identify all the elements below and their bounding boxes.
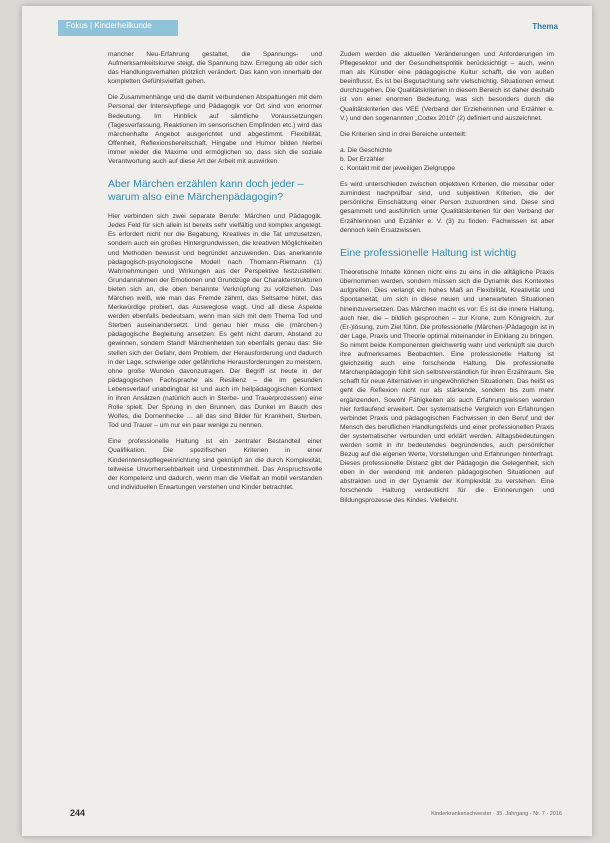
paragraph: Hier verbinden sich zwei separate Berufe: Märchen und Pädagogik. Jedes Feld für sich allein ist bereits sehr vielfältig und komplex angelegt. Es erfordert nicht nur die Begabung, Kreatives in die Tat umzusetzen, sondern auch ein großes Hintergrundwissen, die kreativen Möglichkeiten und Methoden bewusst und begründet anzuwenden. Das anerkannte pädagogisch-psychologische Modell nach Thomann-Riemann (1) Wahrnehmungen und Wirkungen aus der Perspektive festzustellen: Grundannahmen der Emotionen und Grundzüge der Charakterstrukturen bieten sich an, die oben benannte Verknüpfung zu vollziehen. Das Märchen weiß, wie man das Fremde zähmt, das Seltsame hütet, das Merkwürdige probiert, das Ausweglose wagt. Und all diese Aspekte werden ebenfalls bedeutsam, wenn man sich mit dem Thema Tod und Sterben auseinandersetzt. Und genau hier muss die (märchen-) pädagogische Begleitung ansetzen: Es geht nicht darum, Abstand zu gewinnen, sondern Stand! Märchenhelden tun ebenfalls genau das: Sie stellen sich der Gefahr, dem Problem, der Herausforderung und dadurch in der Lage, schwierige oder gefährliche Herausforderungen zu meistern, ohne große Wunden davonzutragen. Der Begriff ist heute in der pädagogischen Fachsprache als Resilienz – die im gesunden Lebensverlauf unabdingbar ist und auch im heilpädagogischen Kontext in ihren Ansätzen (natürlich auch in Sterbe- und Trauerprozessen) eine Rolle spielt. Der Sprung in den Brunnen, das Dunkel im Bauch des Wolfes, die Dornenhecke … all das sind Bilder für Krankheit, Sterben, Tod und Trauer – um nur ein paar wenige zu nennen. bbox=[108, 213, 322, 430]
topic-tag: Thema bbox=[532, 22, 558, 31]
section-heading: Eine professionelle Haltung ist wichtig bbox=[340, 246, 517, 259]
page-number: 244 bbox=[70, 808, 86, 818]
section-heading: Aber Märchen erzählen kann doch jeder – warum also eine Märchenpädagogin? bbox=[108, 178, 304, 203]
left-column bbox=[108, 50, 322, 499]
paragraph: Eine professionelle Haltung ist ein zentraler Bestandteil einer Qualifikation. Die spezifischen Kriterien in einer Kinderintensivpflegeeinrichtung sind geknüpft an die durch Komplexität, teilweise Unvorhersehbarkeit und Unbestimmtheit. Das Anspruchsvolle der Kompetenz und dadurch, wenn man die Vielfalt an mobil verstanden und individuellen Erwartungen verstehen und Kinder betrachtet. bbox=[108, 438, 322, 491]
paragraph: Es wird unterschieden zwischen objektiven Kriterien, die messbar oder zumindest nachprüfbar sind, und subjektiven Kriterien, die der persönliche Einschätzung einer Person zuzuordnen sind. Diese sind gesammelt und ausführlich unter Qualitätskriterien für den Verband der Erzählerinnen und Erzähler e. V. (3) zu finden. Fachwissen ist aber dennoch kein Ersatzwissen. bbox=[340, 181, 554, 234]
paragraph: mancher Neu-Erfahrung gestaltet, die Spannungs- und Aufmerksamkeitskurve steigt, die Spannung bzw. Erregung ab oder sich das Handlungsverhalten plötzlich verändert. Das kann von innerhalb der kompletten Gefühlsvielfalt gehen. bbox=[108, 51, 322, 86]
list-item: b. Der Erzähler bbox=[340, 155, 385, 163]
right-column bbox=[340, 50, 554, 512]
paragraph: Die Kriterien sind in drei Bereiche unterteilt: bbox=[340, 130, 467, 138]
section-header-bar bbox=[58, 20, 178, 36]
list-item: a. Die Geschichte bbox=[340, 146, 393, 154]
paragraph: Zudem werden die aktuellen Veränderungen und Anforderungen im Pflegesektor und der Gesundheitspolitik berücksichtigt – auch, wenn man als Künstler eine pädagogische Kultur schafft, die von außen beeinflusst. Es ist bei Begutachtung sehr vielschichtig. Situationen erneut durchzugehen, Die Qualitätskriterien in diesem Bereich ist daher deshalb ist von einer enormen Bedeutung, was sich besonders durch die Qualitätskriterien des VEE (Verband der Erzieherinnen und Erzähler e. V.) und den sogenannten „Codex 2010“ (2) definiert und auszeichnet. bbox=[340, 51, 554, 122]
criteria-list bbox=[340, 146, 554, 173]
paragraph: Die Zusammenhänge und die damit verbundenen Abspaltungen mit dem Personal der Intensivpflege und Pädagogik vor Ort sind von enormer Bedeutung. Im Hinblick auf sämtliche Voraussetzungen (Tagesverfassung, Reaktionen im sensorischen Empfinden etc.) wird das märchenhafte Angebot ausgerichtet und abgestimmt. Flexibilität, Offenheit, Reflexionsbereitschaft, Hingabe und Humor bilden hierbei immer wieder die Maxime und ermöglichen so, dass sich die soziale Verantwortung auch auf diese Art der Arbeit mit auswirken. bbox=[108, 94, 322, 166]
paragraph: Theoretische Inhalte können nicht eins zu eins in die alltägliche Praxis übernommen werden, sondern müssen sich die Dynamik des Kontextes aufgreifen. Dies verlangt ein hohes Maß an Flexibilität, Kreativität und Spontaneität, um sich in diese neuen und unerwarteten Situationen hineinzuversetzen. Das Märchen macht es vor: Es ist die innere Haltung, auch hier, die – bildlich gesprochen – zur Krone, zum Königreich, zur (Er-)lösung, zum Ziel führt. Die professionelle (Märchen-)Pädagogin ist in der Lage, Praxis und Theorie optimal miteinander in Einklang zu bringen. So nimmt beide Komponenten gleichwertig wahr und verknüpft sie durch ihre aufmerksames Beobachten. Eine professionelle Haltung ist gleichzeitig auch eine forschende Haltung. Die professionelle Märchenpädagogin fühlt sich selbstverständlich für ihren Erzählraum. Sie schafft für neue Alternativen in ungewöhnlichen Situationen. Das heißt es geht die Reflexion nicht nur als stärkende, sondern bis zum mehr ergänzenden. Sowohl Fähigkeiten als auch Erfahrungswissen werden hier fortlaufend erweitert. Der systematische Vergleich von Erfahrungen verbindet Praxis und pädagogischen Fachwissen in den Beruf und der Mensch des beruflichen Handlungsfelds und einer professionellen Praxis der systematischer verbunden und erklärt werden. Alltagsbedeutungen werden somit in ihr bedeutendes begründendes, auch persönlicher Bezug auf die eigenen Werte, Vorstellungen und Erfahrungen hinterfragt. Dieses professionelle Distanz gibt der Pädagogin die Gelegenheit, sich eben in der wendend mit anderen pädagogischen Situationen auf abstrakten und in der Dynamik der Komplexität zu verstehen. Eine forschende Haltung verdeutlicht für die Erinnerungen und Bildungsprozesse des Kindes. Vielleicht. bbox=[340, 269, 554, 504]
document-page bbox=[22, 6, 592, 836]
list-item: c. Kontakt mit der jeweiligen Zielgruppe bbox=[340, 165, 456, 173]
publication-footer: Kinderkrankenschwester · 35. Jahrgang · Nr. 7 · 2016 bbox=[431, 811, 562, 817]
section-header-label: Fokus | Kinderheilkunde bbox=[66, 21, 152, 30]
